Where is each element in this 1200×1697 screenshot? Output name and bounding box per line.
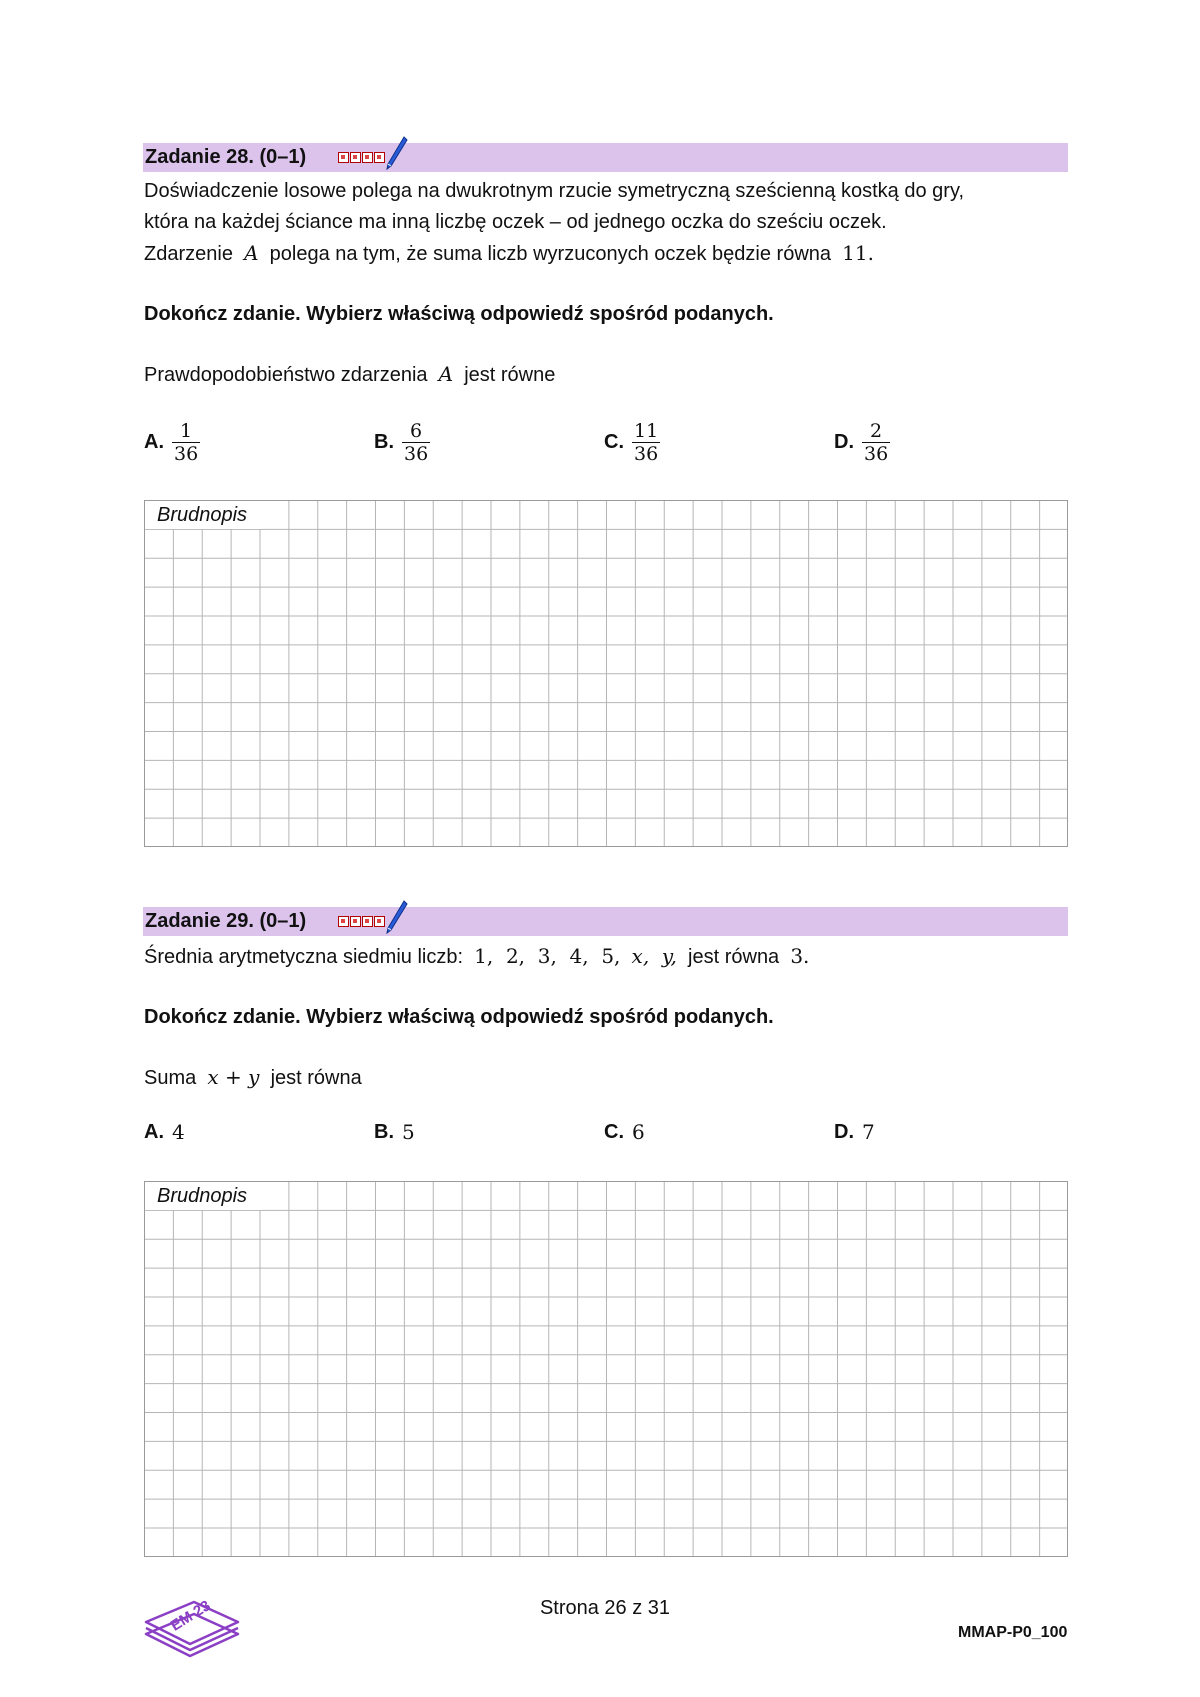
task-29-line-1-a: Średnia arytmetyczna siedmiu liczb: (144, 946, 464, 968)
option-fraction (862, 420, 890, 465)
numerator: 2 (870, 420, 883, 442)
task-28-line-3-b: polega na tym, że suma liczb wyrzuconych oczek będzie równa (269, 243, 832, 265)
option-letter: D. (834, 1120, 854, 1143)
number-list: 1, 2, 3, 4, 5, (474, 944, 621, 968)
task-29-question (144, 1061, 362, 1094)
event-variable: A (438, 362, 454, 386)
option-value: 5 (402, 1120, 415, 1144)
option-value: 7 (862, 1120, 875, 1144)
sum-expression: x + y (207, 1065, 260, 1089)
square-icon (374, 152, 385, 163)
task-28-option-b[interactable] (374, 420, 430, 465)
event-variable: A (244, 241, 259, 265)
task-28-question (144, 358, 555, 391)
task-28-instruction: Dokończ zdanie. Wybierz właściwą odpowiedź spośród podanych. (144, 303, 774, 325)
option-value: 4 (172, 1120, 185, 1144)
pen-icon (386, 900, 408, 934)
task-28-option-c[interactable] (604, 420, 660, 465)
pen-icon (386, 136, 408, 170)
denominator: 36 (174, 443, 199, 465)
option-fraction (632, 420, 660, 465)
task-29-option-c[interactable] (604, 1120, 645, 1144)
option-letter: B. (374, 431, 394, 453)
task-29-scratch-grid[interactable] (144, 1181, 1068, 1557)
task-28-title: Zadanie 28. (0–1) (145, 146, 307, 168)
task-28-header (143, 143, 1068, 172)
task-29-question-b: jest równa (270, 1067, 362, 1089)
logo-text: EM 23 (167, 1597, 214, 1635)
task-28-question-a: Prawdopodobieństwo zdarzenia (144, 364, 428, 386)
square-icon (362, 152, 373, 163)
task-29-line-1 (144, 940, 809, 973)
variable-list: x, y, (631, 944, 677, 968)
task-29-header (143, 907, 1068, 936)
task-28-scratch-grid[interactable] (144, 500, 1068, 847)
task-29-option-b[interactable] (374, 1120, 415, 1144)
task-29-option-d[interactable] (834, 1120, 875, 1144)
task-29-title: Zadanie 29. (0–1) (145, 910, 307, 932)
scratch-label: Brudnopis (145, 501, 262, 529)
option-letter: B. (374, 1120, 394, 1143)
square-icon (350, 916, 361, 927)
task-29-line-1-b: jest równa (688, 946, 780, 968)
square-icon (374, 916, 385, 927)
task-28-line-1: Doświadczenie losowe polega na dwukrotnym rzucie symetryczną sześcienną kostką do gry, (144, 180, 965, 202)
option-letter: C. (604, 431, 624, 453)
target-sum: 11. (842, 241, 874, 265)
option-fraction (402, 420, 430, 465)
page-number: Strona 26 z 31 (539, 1597, 671, 1619)
square-icon (350, 152, 361, 163)
document-code: MMAP-P0_100 (958, 1624, 1068, 1641)
option-letter: C. (604, 1120, 624, 1143)
option-value: 6 (632, 1120, 645, 1144)
task-28-option-d[interactable] (834, 420, 890, 465)
mean-value: 3. (790, 944, 810, 968)
task-28-line-2: która na każdej ściance ma inną liczbę oczek – od jednego oczka do sześciu oczek. (144, 211, 887, 233)
square-icon (338, 152, 349, 163)
square-icon (362, 916, 373, 927)
denominator: 36 (864, 443, 889, 465)
option-letter: D. (834, 431, 854, 453)
task-28-question-b: jest równe (464, 364, 556, 386)
task-type-icons (338, 910, 408, 934)
task-29-instruction: Dokończ zdanie. Wybierz właściwą odpowiedź spośród podanych. (144, 1006, 774, 1028)
option-letter: A. (144, 1120, 164, 1143)
task-29-option-a[interactable] (144, 1120, 185, 1144)
task-29-question-a: Suma (144, 1067, 197, 1089)
scratch-label: Brudnopis (145, 1182, 262, 1210)
task-28-line-3 (144, 237, 874, 270)
option-letter: A. (144, 431, 164, 453)
numerator: 1 (180, 420, 193, 442)
task-type-icons (338, 146, 408, 170)
option-fraction (172, 420, 200, 465)
task-28-line-3-a: Zdarzenie (144, 243, 233, 265)
numerator: 6 (410, 420, 423, 442)
square-icon (338, 916, 349, 927)
task-28-option-a[interactable] (144, 420, 200, 465)
denominator: 36 (404, 443, 429, 465)
numerator: 11 (634, 420, 659, 442)
denominator: 36 (634, 443, 659, 465)
